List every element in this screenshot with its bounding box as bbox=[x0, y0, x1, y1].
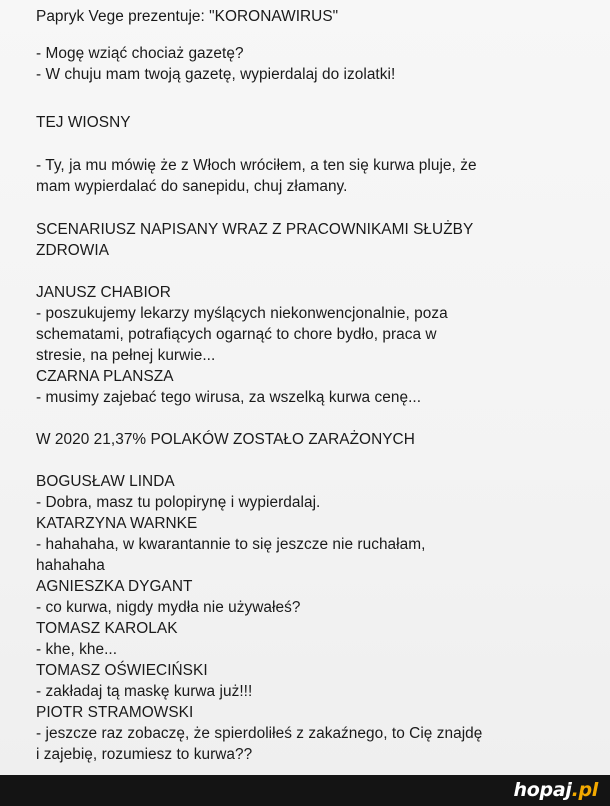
character-name: BOGUSŁAW LINDA bbox=[36, 473, 175, 490]
section-heading: W 2020 21,37% POLAKÓW ZOSTAŁO ZARAŻONYCH bbox=[36, 431, 415, 448]
character-name: KATARZYNA WARNKE bbox=[36, 515, 198, 532]
dialogue-line: - Mogę wziąć chociaż gazetę? bbox=[36, 45, 244, 62]
dialogue-line: i zajebię, rozumiesz to kurwa?? bbox=[36, 746, 253, 763]
dialogue-line: - Ty, ja mu mówię że z Włoch wróciłem, a ten się kurwa pluje, że bbox=[36, 157, 477, 174]
dialogue-line: hahahaha bbox=[36, 557, 105, 574]
brand-tld: .pl bbox=[571, 779, 598, 801]
character-name: JANUSZ CHABIOR bbox=[36, 284, 171, 301]
dialogue-line: - zakładaj tą maskę kurwa już!!! bbox=[36, 683, 253, 700]
dialogue-line: - musimy zajebać tego wirusa, za wszelką kurwa cenę... bbox=[36, 389, 422, 406]
dialogue-line: stresie, na pełnej kurwie... bbox=[36, 347, 216, 364]
section-heading: ZDROWIA bbox=[36, 242, 110, 259]
document-title: Papryk Vege prezentuje: "KORONAWIRUS" bbox=[36, 8, 339, 25]
dialogue-line: - khe, khe... bbox=[36, 641, 118, 658]
dialogue-line: - W chuju mam twoją gazetę, wypierdalaj do izolatki! bbox=[36, 66, 396, 83]
dialogue-line: schematami, potrafiących ogarnąć to chore bydło, praca w bbox=[36, 326, 437, 343]
dialogue-line: - hahahaha, w kwarantannie to się jeszcze nie ruchałam, bbox=[36, 536, 426, 553]
section-heading: SCENARIUSZ NAPISANY WRAZ Z PRACOWNIKAMI SŁUŻBY bbox=[36, 221, 474, 238]
brand-name: hopaj bbox=[513, 779, 572, 801]
section-heading: TEJ WIOSNY bbox=[36, 114, 131, 131]
character-name: TOMASZ OŚWIECIŃSKI bbox=[36, 662, 208, 679]
dialogue-line: - jeszcze raz zobaczę, że spierdoliłeś z zakaźnego, to Cię znajdę bbox=[36, 725, 483, 742]
character-name: PIOTR STRAMOWSKI bbox=[36, 704, 194, 721]
dialogue-line: - Dobra, masz tu polopirynę i wypierdalaj. bbox=[36, 494, 321, 511]
character-name: AGNIESZKA DYGANT bbox=[36, 578, 193, 595]
brand-logo[interactable] bbox=[514, 778, 598, 802]
dialogue-line: - co kurwa, nigdy mydła nie używałeś? bbox=[36, 599, 301, 616]
footer-bar bbox=[0, 775, 610, 806]
dialogue-line: - poszukujemy lekarzy myślących niekonwencjonalnie, poza bbox=[36, 305, 448, 322]
character-name: CZARNA PLANSZA bbox=[36, 368, 174, 385]
character-name: TOMASZ KAROLAK bbox=[36, 620, 178, 637]
dialogue-line: mam wypierdalać do sanepidu, chuj złamany. bbox=[36, 178, 348, 195]
